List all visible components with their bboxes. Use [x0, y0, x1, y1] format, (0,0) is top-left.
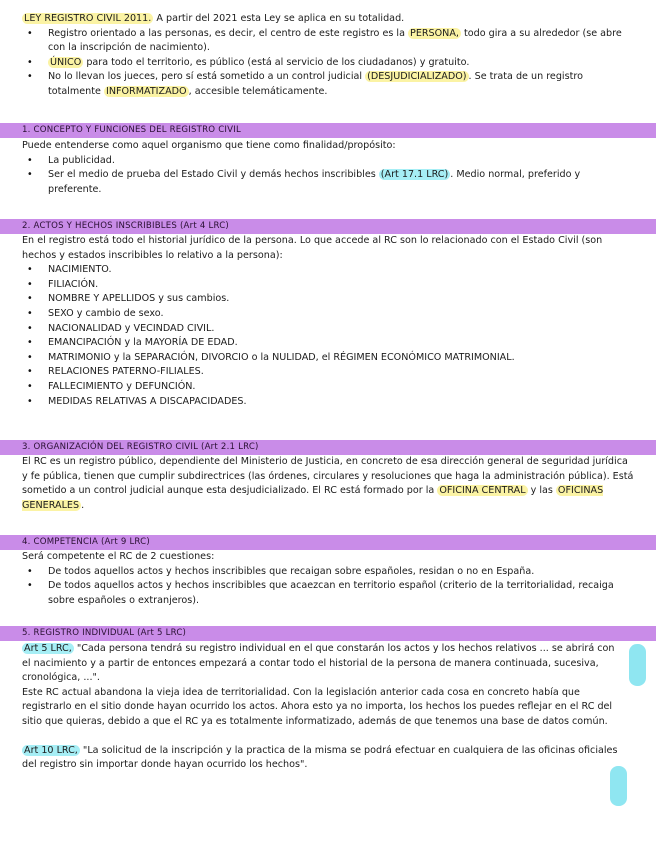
section-1-list — [22, 154, 634, 198]
text: El RC es un registro público, dependiente del Ministerio de Justicia, en concreto de esa dirección general de seguridad jurídica y fe pública, tienen que cumplir subdirectrices (las órdenes, circulares y resoluciones que haga la administración pública). Está sometido a un control judicial aunque esta desjudicializado. El RC está formado por la — [22, 456, 634, 497]
section-2-heading: 2. ACTOS Y HECHOS INSCRIBIBLES (Art 4 LRC) — [22, 221, 229, 231]
list-item: • FILIACIÓN. — [22, 278, 634, 293]
list-item: • MATRIMONIO y la SEPARACIÓN, DIVORCIO o la NULIDAD, el RÉGIMEN ECONÓMICO MATRIMONIAL. — [22, 351, 634, 366]
text: Registro orientado a las personas, es decir, el centro de este registro es la — [48, 27, 409, 39]
section-1-lead: Puede entenderse como aquel organismo que tiene como finalidad/propósito: — [22, 140, 396, 151]
list-item: • SEXO y cambio de sexo. — [22, 307, 634, 322]
list-item: • NACIMIENTO. — [22, 263, 634, 278]
highlight: (Art 17.1 LRC) — [380, 169, 449, 181]
intro-title-line — [22, 12, 634, 27]
section-1-body — [22, 139, 634, 197]
text: "La solicitud de la inscripción y la practica de la misma se podrá efectuar en cualquiera de las oficinas oficiales del registro sin importar donde hayan ocurrido los hechos". — [22, 744, 618, 771]
list-item: • De todos aquellos actos y hechos inscribibles que acaezcan en territorio español (criterio de la territorialidad, recaiga sobre españoles o extranjeros). — [22, 579, 634, 608]
section-4-body — [22, 550, 634, 608]
highlight: Art 5 LRC, — [24, 643, 72, 654]
text: . Se trata de un registro totalmente — [48, 71, 583, 97]
section-2-list — [22, 263, 634, 409]
text: Ser el medio de prueba del Estado Civil y demás hechos inscribibles — [48, 169, 379, 181]
text: todo gira a su alrededor (se abre con la inscripción de nacimiento). — [48, 27, 622, 53]
text: No lo llevan los jueces, pero sí está sometido a un control judicial — [48, 71, 366, 82]
highlight-marker — [629, 644, 646, 686]
highlight: INFORMATIZADO — [105, 85, 187, 97]
list-item: • FALLECIMIENTO y DEFUNCIÓN. — [22, 380, 634, 395]
text: . Medio normal, preferido y preferente. — [48, 169, 581, 195]
intro-list — [22, 27, 634, 100]
section-4-lead: Será competente el RC de 2 cuestiones: — [22, 551, 215, 562]
highlight: ÚNICO — [50, 56, 82, 68]
section-4-list — [22, 565, 634, 609]
list-item — [22, 27, 634, 56]
section-3-body — [22, 455, 634, 513]
section-5-body — [22, 642, 626, 773]
list-item: • NOMBRE Y APELLIDOS y sus cambios. — [22, 292, 634, 307]
list-item: • De todos aquellos actos y hechos inscribibles que recaigan sobre españoles, residan o no en España. — [22, 565, 634, 580]
section-3-heading: 3. ORGANIZACIÓN DEL REGISTRO CIVIL (Art 2.1 LRC) — [22, 442, 259, 452]
section-5-heading: 5. REGISTRO INDIVIDUAL (Art 5 LRC) — [22, 628, 187, 638]
section-5-paragraph-1 — [22, 642, 626, 686]
text: . — [81, 499, 85, 511]
list-item: • RELACIONES PATERNO-FILIALES. — [22, 365, 634, 380]
highlight: PERSONA, — [410, 27, 459, 39]
list-item: • EMANCIPACIÓN y la MAYORÍA DE EDAD. — [22, 336, 634, 351]
highlight: (DESJUDICIALIZADO) — [367, 71, 467, 82]
list-item — [22, 70, 634, 99]
highlight: OFICINAS GENERALES — [22, 485, 604, 511]
list-item: • La publicidad. — [22, 154, 634, 169]
text: "Cada persona tendrá su registro individual en el que constarán los actos y los hechos relativos ... se abrirá con el nacimiento y a partir de entonces empezará a contar todo el historial de la persona de manera continuada, sucesiva, cronológica, ...". — [22, 643, 615, 684]
law-title: LEY REGISTRO CIVIL 2011. — [24, 13, 152, 24]
section-2-body — [22, 234, 634, 409]
list-item: • NACIONALIDAD y VECINDAD CIVIL. — [22, 322, 634, 337]
intro-section — [22, 12, 634, 99]
text: , accesible telemáticamente. — [188, 85, 328, 97]
text: y las — [527, 485, 556, 497]
list-item — [22, 56, 634, 71]
list-item: • MEDIDAS RELATIVAS A DISCAPACIDADES. — [22, 395, 634, 410]
text: para todo el territorio, es público (está al servicio de los ciudadanos) y gratuito. — [83, 56, 470, 68]
section-5-paragraph-3 — [22, 744, 626, 773]
section-4-heading: 4. COMPETENCIA (Art 9 LRC) — [22, 537, 150, 547]
highlight: OFICINA CENTRAL — [439, 485, 526, 497]
highlight: Art 10 LRC, — [24, 744, 78, 756]
list-item — [22, 168, 634, 197]
section-1-heading: 1. CONCEPTO Y FUNCIONES DEL REGISTRO CIVIL — [22, 125, 241, 135]
intro-title-rest: A partir del 2021 esta Ley se aplica en su totalidad. — [153, 13, 405, 24]
section-2-lead: En el registro está todo el historial jurídico de la persona. Lo que accede al RC son lo relacionado con el Estado Civil (son hechos y estados inscribibles lo relativo a la persona): — [22, 235, 603, 261]
section-5-paragraph-2: Este RC actual abandona la vieja idea de territorialidad. Con la legislación anterior cada cosa en concreto había que registrarlo en el sitio donde hayan ocurrido los actos. Ahora esto ya no importa, los hechos los puedes reflejar en el RC del sitio que quieras, debido a que el RC ya es totalmente informatizado, además de que tenemos una base de datos común. — [22, 686, 613, 727]
section-3-paragraph — [22, 455, 634, 513]
